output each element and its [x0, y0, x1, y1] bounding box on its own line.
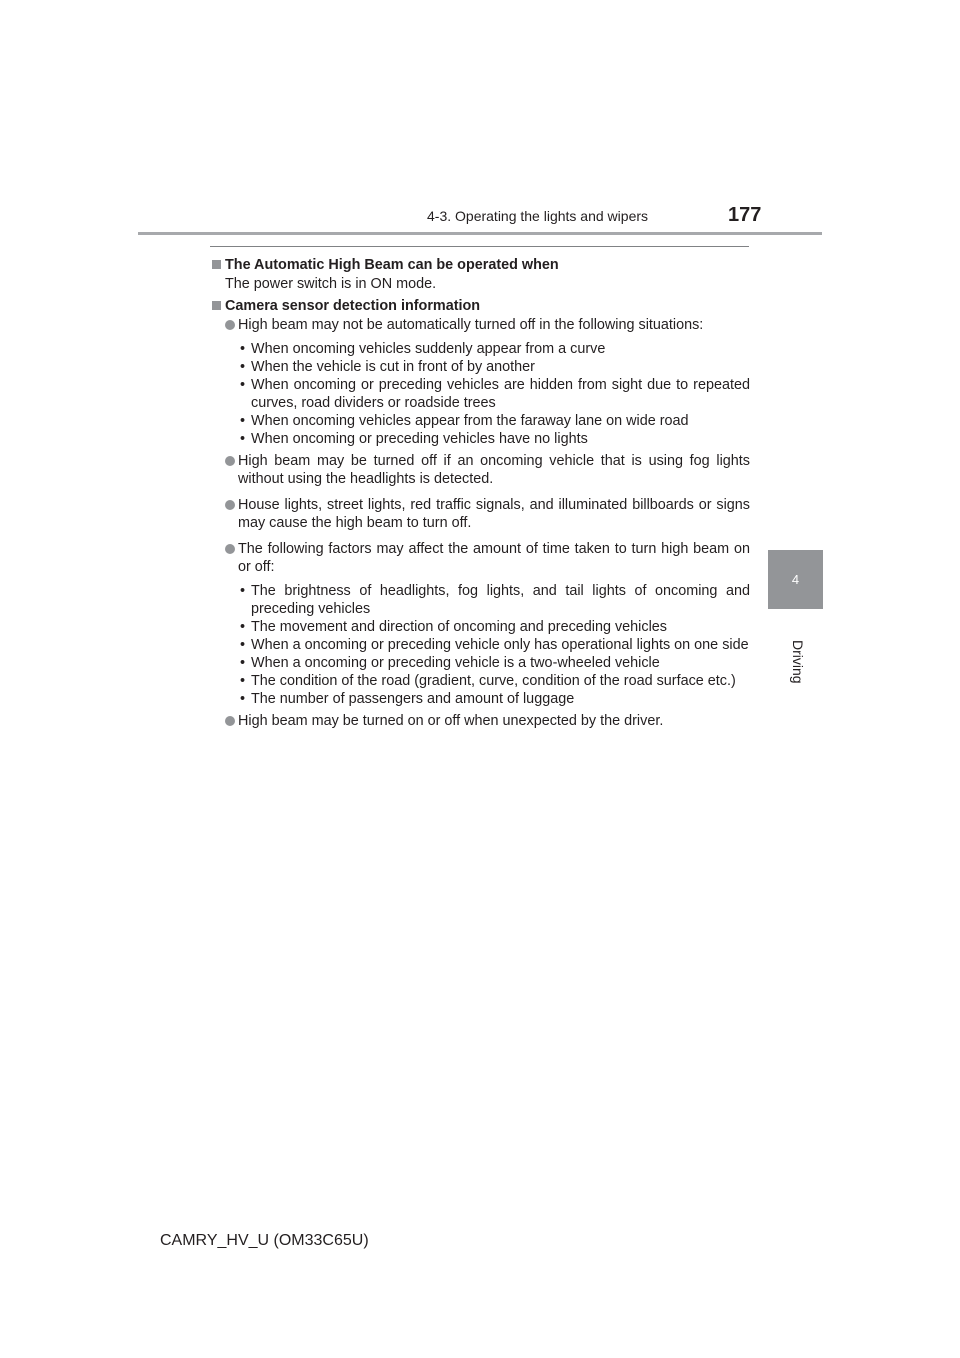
chapter-tab: 4	[768, 550, 823, 609]
list-item	[212, 316, 750, 334]
sub-list	[212, 340, 750, 448]
sub-list-item-text: When a oncoming or preceding vehicle is a two-wheeled vehicle	[251, 655, 660, 671]
sub-list-item	[212, 412, 750, 430]
sub-list-item	[212, 618, 750, 636]
list-item	[212, 540, 750, 576]
list-item	[212, 712, 750, 730]
sub-list-item-text: When oncoming vehicles suddenly appear from a curve	[251, 341, 606, 357]
page-content	[212, 256, 750, 734]
list-item-text: House lights, street lights, red traffic signals, and illuminated billboards or signs may cause the high beam to turn off.	[238, 497, 750, 531]
circle-bullet-icon	[225, 320, 235, 330]
sub-list-item-text: The movement and direction of oncoming and preceding vehicles	[251, 619, 667, 635]
sub-list-item-text: The brightness of headlights, fog lights, and tail lights of oncoming and preceding vehicles	[251, 583, 750, 617]
list-item-text: The following factors may affect the amount of time taken to turn high beam on or off:	[238, 541, 750, 575]
circle-bullet-icon	[225, 716, 235, 726]
circle-bullet-icon	[225, 456, 235, 466]
list-item-text: High beam may be turned on or off when unexpected by the driver.	[238, 713, 664, 729]
content-divider	[210, 246, 749, 247]
sub-list-item	[212, 376, 750, 412]
sub-list-item-text: The number of passengers and amount of luggage	[251, 691, 575, 707]
sub-list-item-text: The condition of the road (gradient, curve, condition of the road surface etc.)	[251, 673, 736, 689]
sub-list-item-text: When the vehicle is cut in front of by another	[251, 359, 535, 375]
list-item	[212, 452, 750, 488]
dot-bullet-icon: •	[240, 637, 246, 653]
square-bullet-icon	[212, 260, 221, 269]
circle-bullet-icon	[225, 500, 235, 510]
sub-list-item	[212, 582, 750, 618]
footer-model-code: CAMRY_HV_U (OM33C65U)	[160, 1232, 369, 1249]
circle-bullet-icon	[225, 544, 235, 554]
sub-list	[212, 582, 750, 708]
page-number: 177	[728, 204, 762, 226]
list-item-text: High beam may be turned off if an oncoming vehicle that is using fog lights without using the headlights is detected.	[238, 453, 750, 487]
dot-bullet-icon: •	[240, 341, 246, 357]
dot-bullet-icon: •	[240, 673, 246, 689]
sub-list-item-text: When oncoming vehicles appear from the faraway lane on wide road	[251, 413, 689, 429]
section-heading	[212, 297, 750, 315]
sub-list-item	[212, 340, 750, 358]
dot-bullet-icon: •	[240, 655, 246, 671]
dot-bullet-icon: •	[240, 413, 246, 429]
header-divider	[138, 232, 822, 235]
list-item	[212, 496, 750, 532]
header-section-title: 4-3. Operating the lights and wipers	[427, 208, 649, 224]
sub-list-item	[212, 672, 750, 690]
square-bullet-icon	[212, 301, 221, 310]
dot-bullet-icon: •	[240, 691, 246, 707]
dot-bullet-icon: •	[240, 619, 246, 635]
section-heading-text: The Automatic High Beam can be operated when	[225, 257, 559, 273]
sub-list-item	[212, 654, 750, 672]
sub-list-item-text: When oncoming or preceding vehicles are hidden from sight due to repeated curves, road dividers or roadside trees	[251, 377, 750, 411]
sub-list-item-text: When a oncoming or preceding vehicle only has operational lights on one side	[251, 637, 749, 653]
dot-bullet-icon: •	[240, 431, 246, 447]
dot-bullet-icon: •	[240, 583, 246, 599]
list-item-text: High beam may not be automatically turned off in the following situations:	[238, 317, 704, 333]
section-text: The power switch is in ON mode.	[225, 276, 437, 292]
section-heading	[212, 256, 750, 274]
dot-bullet-icon: •	[240, 359, 246, 375]
sub-list-item	[212, 430, 750, 448]
chapter-label: Driving	[790, 640, 806, 684]
dot-bullet-icon: •	[240, 377, 246, 393]
sub-list-item	[212, 690, 750, 708]
sub-list-item	[212, 358, 750, 376]
sub-list-item-text: When oncoming or preceding vehicles have no lights	[251, 431, 588, 447]
sub-list-item	[212, 636, 750, 654]
section-heading-text: Camera sensor detection information	[225, 298, 481, 314]
